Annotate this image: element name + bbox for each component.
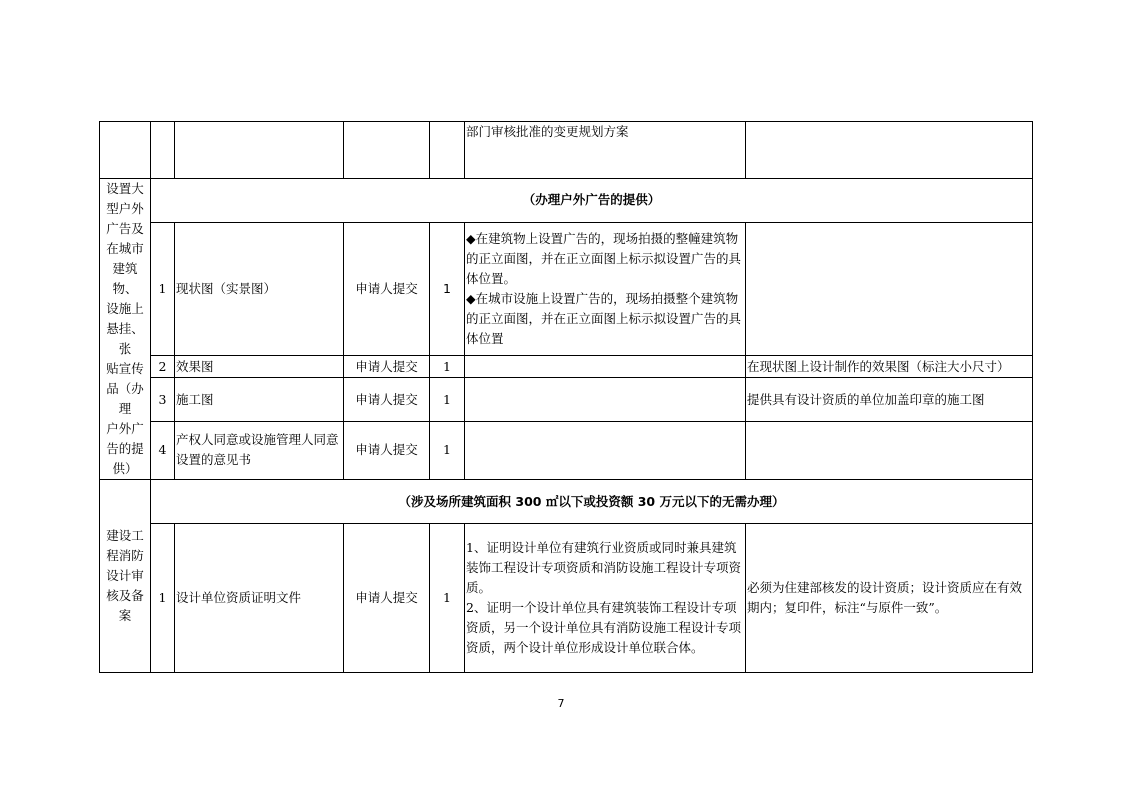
material-name-cell: 现状图（实景图） bbox=[175, 222, 344, 356]
table-row bbox=[100, 378, 1033, 422]
count-cell: 1 bbox=[430, 524, 465, 673]
count-cell: 1 bbox=[430, 421, 465, 479]
section-title: （办理户外广告的提供） bbox=[151, 179, 1033, 223]
category-cell: 设置大 型户外 广告及 在城市 建筑物、 设施上 悬挂、张 贴宣传 品（办理 户外广 告的提 供） bbox=[100, 179, 151, 480]
material-name-cell: 设计单位资质证明文件 bbox=[175, 524, 344, 673]
table-row bbox=[100, 122, 1033, 179]
submitter-cell: 申请人提交 bbox=[344, 222, 430, 356]
table-row bbox=[100, 524, 1033, 673]
submitter-cell: 申请人提交 bbox=[344, 421, 430, 479]
remark-cell: 必须为住建部核发的设计资质；设计资质应在有效期内；复印件，标注“与原件一致”。 bbox=[746, 524, 1033, 673]
page-number: 7 bbox=[557, 697, 565, 710]
material-requirement-cell: ◆在建筑物上设置广告的，现场拍摄的整幢建筑物的正立面图，并在正立面图上标示拟设置广告的具体位置。 ◆在城市设施上设置广告的，现场拍摄整个建筑物的正立面图，并在正立面图上标示拟设置广告的具体位置 bbox=[465, 222, 746, 356]
material-requirement-cell: 部门审核批准的变更规划方案 bbox=[465, 122, 746, 179]
material-name-cell: 产权人同意或设施管理人同意设置的意见书 bbox=[175, 421, 344, 479]
table-row bbox=[100, 421, 1033, 479]
index-cell bbox=[151, 122, 175, 179]
submitter-cell bbox=[344, 122, 430, 179]
submitter-cell: 申请人提交 bbox=[344, 356, 430, 378]
material-name-cell: 效果图 bbox=[175, 356, 344, 378]
submitter-cell: 申请人提交 bbox=[344, 378, 430, 422]
index-cell: 1 bbox=[151, 222, 175, 356]
requirements-table bbox=[99, 121, 1033, 673]
count-cell: 1 bbox=[430, 222, 465, 356]
index-cell: 1 bbox=[151, 524, 175, 673]
table-row bbox=[100, 356, 1033, 378]
material-name-cell: 施工图 bbox=[175, 378, 344, 422]
remark-cell bbox=[746, 122, 1033, 179]
material-requirement-cell: 1、证明设计单位有建筑行业资质或同时兼具建筑装饰工程设计专项资质和消防设施工程设计专项资质。 2、证明一个设计单位具有建筑装饰工程设计专项资质，另一个设计单位具有消防设施工程设计专项资质，两个设计单位形成设计单位联合体。 bbox=[465, 524, 746, 673]
index-cell: 2 bbox=[151, 356, 175, 378]
index-cell: 4 bbox=[151, 421, 175, 479]
category-cell: 建设工 程消防 设计审 核及备 案 bbox=[100, 480, 151, 673]
count-cell: 1 bbox=[430, 356, 465, 378]
material-requirement-cell bbox=[465, 356, 746, 378]
remark-cell bbox=[746, 421, 1033, 479]
count-cell bbox=[430, 122, 465, 179]
category-cell bbox=[100, 122, 151, 179]
table-row bbox=[100, 222, 1033, 356]
material-name-cell bbox=[175, 122, 344, 179]
remark-cell bbox=[746, 222, 1033, 356]
remark-cell: 提供具有设计资质的单位加盖印章的施工图 bbox=[746, 378, 1033, 422]
count-cell: 1 bbox=[430, 378, 465, 422]
material-requirement-cell bbox=[465, 421, 746, 479]
material-requirement-cell bbox=[465, 378, 746, 422]
submitter-cell: 申请人提交 bbox=[344, 524, 430, 673]
section-title: （涉及场所建筑面积 300 ㎡以下或投资额 30 万元以下的无需办理） bbox=[151, 480, 1033, 524]
section-header-row bbox=[100, 480, 1033, 524]
index-cell: 3 bbox=[151, 378, 175, 422]
section-header-row bbox=[100, 179, 1033, 223]
remark-cell: 在现状图上设计制作的效果图（标注大小尺寸） bbox=[746, 356, 1033, 378]
